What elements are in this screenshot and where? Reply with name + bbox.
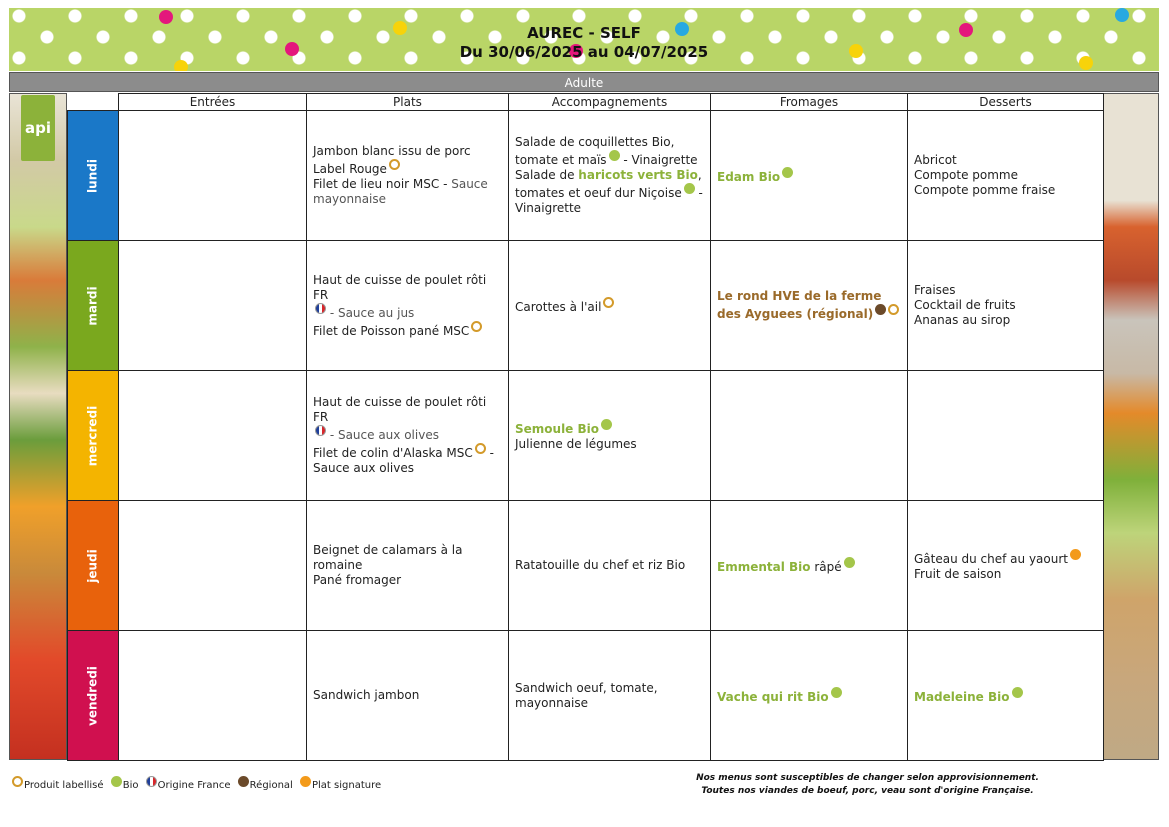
desserts-cell <box>908 241 1104 371</box>
france-flag-icon <box>146 776 157 787</box>
table-row-vendredi <box>68 631 1104 761</box>
title-line2: Du 30/06/2025 au 04/07/2025 <box>459 43 709 61</box>
plats-cell <box>307 501 509 631</box>
dessert-item: Cocktail de fruits <box>914 298 1016 312</box>
dish-text: Pané fromager <box>313 573 402 587</box>
legend-signature: Plat signature <box>312 780 382 791</box>
dish-text: Carottes à l'ail <box>515 299 602 314</box>
entrees-cell <box>119 631 307 761</box>
fromages-cell <box>711 631 908 761</box>
dish-text: Haut de cuisse de poulet rôti FR <box>313 395 487 424</box>
day-cell-vendredi <box>68 631 119 761</box>
accompagnements-cell <box>509 501 711 631</box>
day-label: jeudi <box>85 548 100 583</box>
plats-cell <box>307 241 509 371</box>
sauce-text: - Sauce au jus <box>326 305 415 320</box>
signature-icon <box>1070 549 1081 560</box>
dish-text: - Vinaigrette <box>619 153 698 167</box>
section-bar: Adulte <box>9 72 1159 92</box>
day-label: vendredi <box>85 665 100 726</box>
desserts-cell <box>908 501 1104 631</box>
api-logo: api <box>21 95 55 161</box>
table-row-mardi <box>68 241 1104 371</box>
accompagnements-cell <box>509 631 711 761</box>
bio-dish-text: Vache qui rit Bio <box>717 689 829 704</box>
accompagnements-cell <box>509 241 711 371</box>
bio-icon <box>782 167 793 178</box>
column-header-plats: Plats <box>307 94 509 111</box>
bio-icon <box>1012 687 1023 698</box>
label-icon <box>12 776 23 787</box>
legend-label: Produit labellisé <box>24 780 104 791</box>
sauce-text: - Sauce aux olives <box>326 428 439 442</box>
dish-text: Beignet de calamars à la romaine <box>313 543 463 572</box>
dessert-item: Fruit de saison <box>914 567 1002 581</box>
bio-dish-text: Semoule Bio <box>515 422 600 436</box>
entrees-cell <box>119 111 307 241</box>
label-icon <box>603 297 614 308</box>
corner-cell <box>68 94 119 111</box>
dish-text: Filet de Poisson pané MSC <box>313 323 470 338</box>
fromages-cell <box>711 241 908 371</box>
column-header-entrees: Entrées <box>119 94 307 111</box>
dish-text: Haut de cuisse de poulet rôti FR <box>313 272 487 302</box>
plats-cell <box>307 371 509 501</box>
footnote <box>640 772 1095 798</box>
entrees-cell <box>119 501 307 631</box>
plats-cell <box>307 111 509 241</box>
bio-icon <box>111 776 122 787</box>
dessert-item: Ananas au sirop <box>914 313 1011 327</box>
bio-icon <box>601 419 612 430</box>
bio-icon <box>831 687 842 698</box>
table-row-lundi <box>68 111 1104 241</box>
regional-icon <box>875 304 886 315</box>
title-line1: AUREC - SELF <box>527 24 641 42</box>
day-cell-mardi <box>68 241 119 371</box>
plats-cell <box>307 631 509 761</box>
dessert-item: Abricot <box>914 153 957 167</box>
dish-text: Sandwich oeuf, tomate, mayonnaise <box>515 680 658 710</box>
dish-text: - Vinaigrette <box>515 186 703 215</box>
label-icon <box>888 304 899 315</box>
fromages-cell <box>711 111 908 241</box>
accompagnements-cell <box>509 371 711 501</box>
legend <box>12 776 385 791</box>
signature-icon <box>300 776 311 787</box>
header-row <box>68 94 1104 111</box>
legend-regional: Régional <box>249 780 293 791</box>
day-cell-mercredi <box>68 371 119 501</box>
entrees-cell <box>119 371 307 501</box>
bio-dish-text: Emmental Bio <box>717 559 811 574</box>
label-rouge-icon <box>389 159 400 170</box>
day-label: lundi <box>85 158 100 193</box>
bio-dish-text: Edam Bio <box>717 169 781 184</box>
dish-text: Sandwich jambon <box>313 688 420 702</box>
blue-dot <box>1115 8 1129 22</box>
left-decorative-strip <box>9 93 67 760</box>
bio-icon <box>609 150 620 161</box>
label-rouge-icon <box>471 321 482 332</box>
dish-text: Jambon blanc issu de porc Label Rouge <box>313 144 471 176</box>
table-row-jeudi <box>68 501 1104 631</box>
entrees-cell <box>119 241 307 371</box>
label-icon <box>475 443 486 454</box>
pink-dot <box>159 10 173 24</box>
dessert-item: Gâteau du chef au yaourt <box>914 552 1068 566</box>
bio-icon <box>844 557 855 568</box>
regional-dish-text: Le rond HVE de la ferme des Ayguees (régional) <box>717 289 882 321</box>
column-header-fromages: Fromages <box>711 94 908 111</box>
regional-icon <box>238 776 249 787</box>
france-flag-icon <box>315 303 326 314</box>
dish-text: Salade de <box>515 168 579 182</box>
right-decorative-strip <box>1103 93 1159 760</box>
bio-icon <box>684 183 695 194</box>
column-header-accompagnements: Accompagnements <box>509 94 711 111</box>
desserts-cell <box>908 371 1104 501</box>
dessert-item: Compote pomme <box>914 168 1018 182</box>
desserts-cell <box>908 631 1104 761</box>
dessert-item: Fraises <box>914 283 956 297</box>
header-banner <box>9 8 1159 71</box>
dish-text: râpé <box>810 559 842 574</box>
france-flag-icon <box>315 425 326 436</box>
dish-text: Ratatouille du chef et riz Bio <box>515 558 686 572</box>
footnote-line1: Nos menus sont susceptibles de changer selon approvisionnement. <box>696 773 1039 783</box>
fromages-cell <box>711 501 908 631</box>
dish-text: Salade de coquillettes Bio, tomate et maïs <box>515 135 675 167</box>
sauce-text: - Sauce aux olives <box>313 446 494 475</box>
dish-text: Julienne de légumes <box>515 437 637 451</box>
dish-text: Filet de colin d'Alaska MSC <box>313 446 473 460</box>
sauce-text: Sauce mayonnaise <box>313 177 488 206</box>
column-header-desserts: Desserts <box>908 94 1104 111</box>
bio-dish-text: Madeleine Bio <box>914 689 1010 704</box>
fromages-cell <box>711 371 908 501</box>
page-title <box>9 24 1159 62</box>
footnote-line2: Toutes nos viandes de boeuf, porc, veau sont d'origine Française. <box>701 786 1034 796</box>
legend-bio: Bio <box>122 780 139 791</box>
menu-table <box>67 93 1104 761</box>
dessert-item: Compote pomme fraise <box>914 183 1056 197</box>
desserts-cell <box>908 111 1104 241</box>
day-cell-lundi <box>68 111 119 241</box>
bio-dish-text: haricots verts Bio <box>578 168 698 182</box>
day-label: mardi <box>85 285 100 326</box>
table-row-mercredi <box>68 371 1104 501</box>
accompagnements-cell <box>509 111 711 241</box>
dish-text: , tomates et oeuf dur Niçoise <box>515 168 702 200</box>
legend-france: Origine France <box>157 780 231 791</box>
day-label: mercredi <box>85 405 100 466</box>
dish-text: Filet de lieu noir MSC - <box>313 177 452 191</box>
day-cell-jeudi <box>68 501 119 631</box>
